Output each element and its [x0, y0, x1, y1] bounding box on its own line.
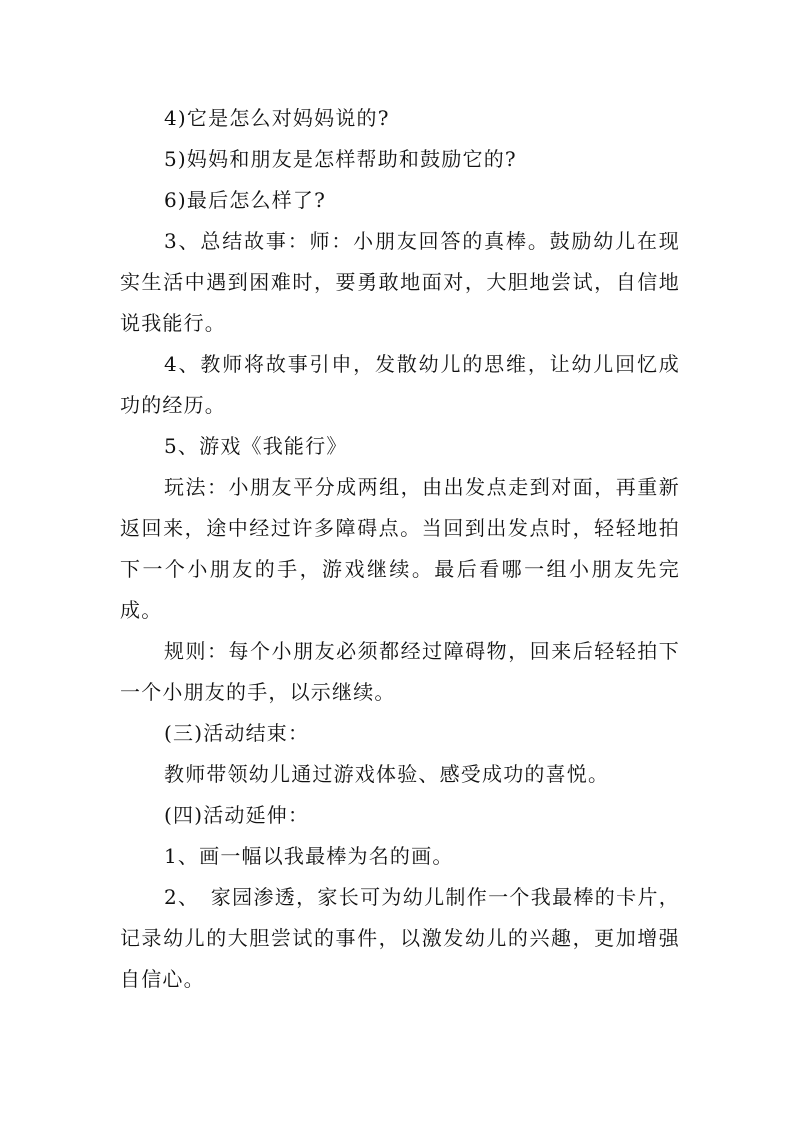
question-5: 5)妈妈和朋友是怎样帮助和鼓励它的? [164, 147, 517, 171]
step-3-summary: 3、总结故事：师：小朋友回答的真棒。鼓励幼儿在现实生活中遇到困难时，要勇敢地面对，大胆地尝试，自信地说我能行。 [120, 229, 680, 335]
game-regulations: 规则：每个小朋友必须都经过障碍物，回来后轻轻拍下一个小朋友的手，以示继续。 [120, 639, 680, 704]
step-4-extension: 4、教师将故事引申，发散幼儿的思维，让幼儿回忆成功的经历。 [120, 352, 680, 417]
step-5-game-title: 5、游戏《我能行》 [164, 434, 348, 458]
section-3-content: 教师带领幼儿通过游戏体验、感受成功的喜悦。 [164, 762, 610, 786]
extension-item-2: 2、 家园渗透，家长可为幼儿制作一个我最棒的卡片，记录幼儿的大胆尝试的事件，以激发幼儿的兴趣，更加增强自信心。 [120, 885, 680, 991]
game-play-rules: 玩法：小朋友平分成两组，由出发点走到对面，再重新返回来，途中经过许多障碍点。当回到出发点时，轻轻地拍下一个小朋友的手，游戏继续。最后看哪一组小朋友先完成。 [120, 475, 680, 622]
section-4-heading: (四)活动延伸： [164, 803, 310, 827]
document-body [120, 98, 680, 1000]
section-3-heading: (三)活动结束： [164, 721, 310, 745]
question-6: 6)最后怎么样了? [164, 188, 327, 212]
extension-item-1: 1、画一幅以我最棒为名的画。 [164, 844, 454, 868]
question-4: 4)它是怎么对妈妈说的? [164, 106, 390, 130]
